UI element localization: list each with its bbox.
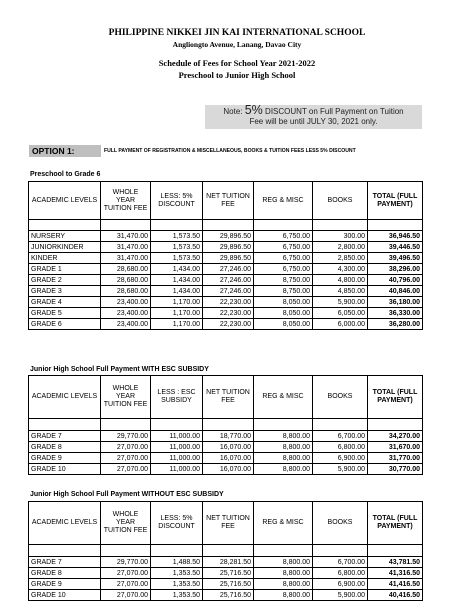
level-cell: NURSERY bbox=[29, 231, 101, 242]
total-cell: 39,446.50 bbox=[368, 242, 423, 253]
amount-cell: 22,230.00 bbox=[203, 297, 254, 308]
column-header: LESS : ESC SUBSIDY bbox=[151, 376, 203, 419]
total-cell: 43,781.50 bbox=[368, 557, 423, 568]
amount-cell: 23,400.00 bbox=[101, 319, 151, 330]
column-header: ACADEMIC LEVELS bbox=[29, 502, 101, 545]
amount-cell: 1,170.00 bbox=[151, 319, 203, 330]
amount-cell: 6,800.00 bbox=[313, 442, 368, 453]
amount-cell: 28,680.00 bbox=[101, 275, 151, 286]
amount-cell: 6,800.00 bbox=[313, 568, 368, 579]
amount-cell: 6,700.00 bbox=[313, 557, 368, 568]
amount-cell: 22,230.00 bbox=[203, 319, 254, 330]
spacer-cell bbox=[313, 545, 368, 557]
amount-cell: 5,900.00 bbox=[313, 297, 368, 308]
amount-cell: 8,800.00 bbox=[254, 568, 313, 579]
amount-cell: 25,716.50 bbox=[203, 568, 254, 579]
amount-cell: 29,896.50 bbox=[203, 253, 254, 264]
table-row bbox=[29, 464, 423, 475]
amount-cell: 25,716.50 bbox=[203, 579, 254, 590]
amount-cell: 16,070.00 bbox=[203, 464, 254, 475]
spacer-cell bbox=[203, 419, 254, 431]
table-row bbox=[29, 275, 423, 286]
amount-cell: 27,070.00 bbox=[101, 442, 151, 453]
total-cell: 36,180.00 bbox=[368, 297, 423, 308]
amount-cell: 1,573.50 bbox=[151, 242, 203, 253]
amount-cell: 4,850.00 bbox=[313, 286, 368, 297]
amount-cell: 6,750.00 bbox=[254, 242, 313, 253]
spacer-cell bbox=[368, 220, 423, 231]
total-cell: 39,496.50 bbox=[368, 253, 423, 264]
spacer-cell bbox=[203, 220, 254, 231]
level-range: Preschool to Junior High School bbox=[178, 70, 296, 80]
amount-cell: 27,246.00 bbox=[203, 264, 254, 275]
amount-cell: 2,850.00 bbox=[313, 253, 368, 264]
spacer-cell bbox=[313, 419, 368, 431]
note-line2: Fee will be until JULY 30, 2021 only. bbox=[249, 117, 378, 126]
total-cell: 40,416.50 bbox=[368, 590, 423, 601]
column-header: TOTAL (FULL PAYMENT) bbox=[368, 502, 423, 545]
level-cell: GRADE 7 bbox=[29, 557, 101, 568]
amount-cell: 22,230.00 bbox=[203, 308, 254, 319]
amount-cell: 31,470.00 bbox=[101, 231, 151, 242]
level-cell: GRADE 9 bbox=[29, 453, 101, 464]
spacer-cell bbox=[254, 419, 313, 431]
amount-cell: 27,070.00 bbox=[101, 579, 151, 590]
level-cell: GRADE 10 bbox=[29, 464, 101, 475]
column-header: ACADEMIC LEVELS bbox=[29, 182, 101, 220]
total-cell: 41,316.50 bbox=[368, 568, 423, 579]
level-cell: GRADE 10 bbox=[29, 590, 101, 601]
amount-cell: 25,716.50 bbox=[203, 590, 254, 601]
section-title-jhs-with-esc: Junior High School Full Payment WITH ESC SUBSIDY bbox=[30, 366, 209, 373]
amount-cell: 1,353.50 bbox=[151, 590, 203, 601]
amount-cell: 27,070.00 bbox=[101, 590, 151, 601]
amount-cell: 18,770.00 bbox=[203, 431, 254, 442]
amount-cell: 1,434.00 bbox=[151, 264, 203, 275]
column-header: BOOKS bbox=[313, 182, 368, 220]
note-percent: 5% bbox=[244, 103, 263, 117]
amount-cell: 1,170.00 bbox=[151, 297, 203, 308]
amount-cell: 27,246.00 bbox=[203, 286, 254, 297]
total-cell: 34,270.00 bbox=[368, 431, 423, 442]
level-cell: GRADE 6 bbox=[29, 319, 101, 330]
column-header: NET TUITION FEE bbox=[203, 502, 254, 545]
level-cell: GRADE 5 bbox=[29, 308, 101, 319]
amount-cell: 8,050.00 bbox=[254, 319, 313, 330]
column-header: REG & MISC bbox=[254, 376, 313, 419]
total-cell: 38,296.00 bbox=[368, 264, 423, 275]
column-header: TOTAL (FULL PAYMENT) bbox=[368, 182, 423, 220]
table-row bbox=[29, 442, 423, 453]
amount-cell: 27,246.00 bbox=[203, 275, 254, 286]
amount-cell: 300.00 bbox=[313, 231, 368, 242]
table-row bbox=[29, 231, 423, 242]
spacer-cell bbox=[29, 419, 101, 431]
spacer-cell bbox=[203, 545, 254, 557]
spacer-cell bbox=[254, 545, 313, 557]
column-header: BOOKS bbox=[313, 502, 368, 545]
table-row bbox=[29, 242, 423, 253]
amount-cell: 23,400.00 bbox=[101, 308, 151, 319]
amount-cell: 6,900.00 bbox=[313, 453, 368, 464]
table-row bbox=[29, 319, 423, 330]
amount-cell: 1,434.00 bbox=[151, 286, 203, 297]
fees-table-preschool bbox=[28, 181, 423, 330]
column-header: ACADEMIC LEVELS bbox=[29, 376, 101, 419]
column-header: WHOLE YEAR TUITION FEE bbox=[101, 182, 151, 220]
level-cell: GRADE 8 bbox=[29, 568, 101, 579]
school-name: PHILIPPINE NIKKEI JIN KAI INTERNATIONAL SCHOOL bbox=[108, 28, 366, 38]
amount-cell: 8,800.00 bbox=[254, 590, 313, 601]
level-cell: GRADE 9 bbox=[29, 579, 101, 590]
spacer-cell bbox=[101, 220, 151, 231]
spacer-cell bbox=[101, 545, 151, 557]
amount-cell: 29,896.50 bbox=[203, 242, 254, 253]
table-row bbox=[29, 253, 423, 264]
total-cell: 31,670.00 bbox=[368, 442, 423, 453]
header-row bbox=[29, 502, 423, 545]
amount-cell: 8,750.00 bbox=[254, 275, 313, 286]
column-header: REG & MISC bbox=[254, 502, 313, 545]
table-row bbox=[29, 590, 423, 601]
amount-cell: 4,800.00 bbox=[313, 275, 368, 286]
amount-cell: 8,800.00 bbox=[254, 557, 313, 568]
spacer-cell bbox=[254, 220, 313, 231]
note-prefix: Note: bbox=[223, 107, 243, 116]
amount-cell: 11,000.00 bbox=[151, 431, 203, 442]
school-address: Angliongto Avenue, Lanang, Davao City bbox=[172, 40, 302, 49]
amount-cell: 6,000.00 bbox=[313, 319, 368, 330]
level-cell: GRADE 8 bbox=[29, 442, 101, 453]
column-header: NET TUITION FEE bbox=[203, 182, 254, 220]
amount-cell: 5,900.00 bbox=[313, 590, 368, 601]
amount-cell: 8,050.00 bbox=[254, 297, 313, 308]
level-cell: KINDER bbox=[29, 253, 101, 264]
amount-cell: 11,000.00 bbox=[151, 453, 203, 464]
spacer-cell bbox=[151, 419, 203, 431]
table-row bbox=[29, 308, 423, 319]
total-cell: 31,770.00 bbox=[368, 453, 423, 464]
header-row bbox=[29, 182, 423, 220]
column-header: LESS: 5% DISCOUNT bbox=[151, 182, 203, 220]
level-cell: GRADE 7 bbox=[29, 431, 101, 442]
total-cell: 41,416.50 bbox=[368, 579, 423, 590]
table-row bbox=[29, 568, 423, 579]
amount-cell: 28,281.50 bbox=[203, 557, 254, 568]
section-title-jhs-without-esc: Junior High School Full Payment WITHOUT ESC SUBSIDY bbox=[30, 491, 224, 498]
amount-cell: 4,300.00 bbox=[313, 264, 368, 275]
amount-cell: 29,770.00 bbox=[101, 557, 151, 568]
schedule-title: Schedule of Fees for School Year 2021-2022 bbox=[158, 58, 316, 68]
amount-cell: 8,050.00 bbox=[254, 308, 313, 319]
amount-cell: 2,800.00 bbox=[313, 242, 368, 253]
amount-cell: 31,470.00 bbox=[101, 253, 151, 264]
table-row bbox=[29, 297, 423, 308]
level-cell: GRADE 2 bbox=[29, 275, 101, 286]
amount-cell: 8,800.00 bbox=[254, 464, 313, 475]
table-row bbox=[29, 453, 423, 464]
amount-cell: 11,000.00 bbox=[151, 442, 203, 453]
amount-cell: 6,050.00 bbox=[313, 308, 368, 319]
column-header: NET TUITION FEE bbox=[203, 376, 254, 419]
amount-cell: 6,750.00 bbox=[254, 264, 313, 275]
total-cell: 40,796.00 bbox=[368, 275, 423, 286]
column-header: TOTAL (FULL PAYMENT) bbox=[368, 376, 423, 419]
spacer-cell bbox=[29, 220, 101, 231]
level-cell: GRADE 4 bbox=[29, 297, 101, 308]
note-line1: DISCOUNT on Full Payment on Tuition bbox=[265, 107, 404, 116]
section-title-preschool: Preschool to Grade 6 bbox=[30, 171, 101, 178]
header-row bbox=[29, 376, 423, 419]
spacer-row bbox=[29, 545, 423, 557]
amount-cell: 27,070.00 bbox=[101, 453, 151, 464]
amount-cell: 28,680.00 bbox=[101, 286, 151, 297]
column-header: WHOLE YEAR TUITION FEE bbox=[101, 502, 151, 545]
amount-cell: 8,800.00 bbox=[254, 442, 313, 453]
amount-cell: 27,070.00 bbox=[101, 464, 151, 475]
total-cell: 36,330.00 bbox=[368, 308, 423, 319]
fees-table-jhs-without-esc bbox=[28, 501, 423, 601]
amount-cell: 11,000.00 bbox=[151, 464, 203, 475]
discount-note bbox=[205, 105, 422, 129]
amount-cell: 6,750.00 bbox=[254, 253, 313, 264]
spacer-row bbox=[29, 419, 423, 431]
level-cell: GRADE 3 bbox=[29, 286, 101, 297]
amount-cell: 29,896.50 bbox=[203, 231, 254, 242]
amount-cell: 28,680.00 bbox=[101, 264, 151, 275]
amount-cell: 16,070.00 bbox=[203, 453, 254, 464]
option-label: OPTION 1: bbox=[29, 145, 101, 157]
column-header: WHOLE YEAR TUITION FEE bbox=[101, 376, 151, 419]
spacer-cell bbox=[101, 419, 151, 431]
amount-cell: 27,070.00 bbox=[101, 568, 151, 579]
amount-cell: 8,800.00 bbox=[254, 431, 313, 442]
amount-cell: 8,800.00 bbox=[254, 453, 313, 464]
amount-cell: 23,400.00 bbox=[101, 297, 151, 308]
table-row bbox=[29, 557, 423, 568]
spacer-cell bbox=[368, 419, 423, 431]
amount-cell: 1,488.50 bbox=[151, 557, 203, 568]
total-cell: 30,770.00 bbox=[368, 464, 423, 475]
amount-cell: 29,770.00 bbox=[101, 431, 151, 442]
level-cell: GRADE 1 bbox=[29, 264, 101, 275]
amount-cell: 1,353.50 bbox=[151, 579, 203, 590]
total-cell: 40,846.00 bbox=[368, 286, 423, 297]
column-header: BOOKS bbox=[313, 376, 368, 419]
amount-cell: 31,470.00 bbox=[101, 242, 151, 253]
amount-cell: 16,070.00 bbox=[203, 442, 254, 453]
column-header: LESS: 5% DISCOUNT bbox=[151, 502, 203, 545]
option-description: FULL PAYMENT OF REGISTRATION & MISCELLANEOUS, BOOKS & TUITION FEES LESS 5% DISCOUNT bbox=[104, 148, 356, 154]
table-row bbox=[29, 431, 423, 442]
amount-cell: 8,800.00 bbox=[254, 579, 313, 590]
table-row bbox=[29, 579, 423, 590]
total-cell: 36,280.00 bbox=[368, 319, 423, 330]
table-row bbox=[29, 286, 423, 297]
amount-cell: 6,700.00 bbox=[313, 431, 368, 442]
total-cell: 36,946.50 bbox=[368, 231, 423, 242]
amount-cell: 6,900.00 bbox=[313, 579, 368, 590]
fees-table-jhs-with-esc bbox=[28, 375, 423, 475]
table-row bbox=[29, 264, 423, 275]
column-header: REG & MISC bbox=[254, 182, 313, 220]
amount-cell: 6,750.00 bbox=[254, 231, 313, 242]
spacer-cell bbox=[29, 545, 101, 557]
spacer-cell bbox=[313, 220, 368, 231]
spacer-cell bbox=[151, 220, 203, 231]
amount-cell: 1,170.00 bbox=[151, 308, 203, 319]
amount-cell: 1,573.50 bbox=[151, 253, 203, 264]
spacer-cell bbox=[151, 545, 203, 557]
amount-cell: 1,573.50 bbox=[151, 231, 203, 242]
amount-cell: 1,353.50 bbox=[151, 568, 203, 579]
level-cell: JUNIORKINDER bbox=[29, 242, 101, 253]
spacer-cell bbox=[368, 545, 423, 557]
amount-cell: 1,434.00 bbox=[151, 275, 203, 286]
amount-cell: 5,900.00 bbox=[313, 464, 368, 475]
spacer-row bbox=[29, 220, 423, 231]
amount-cell: 8,750.00 bbox=[254, 286, 313, 297]
